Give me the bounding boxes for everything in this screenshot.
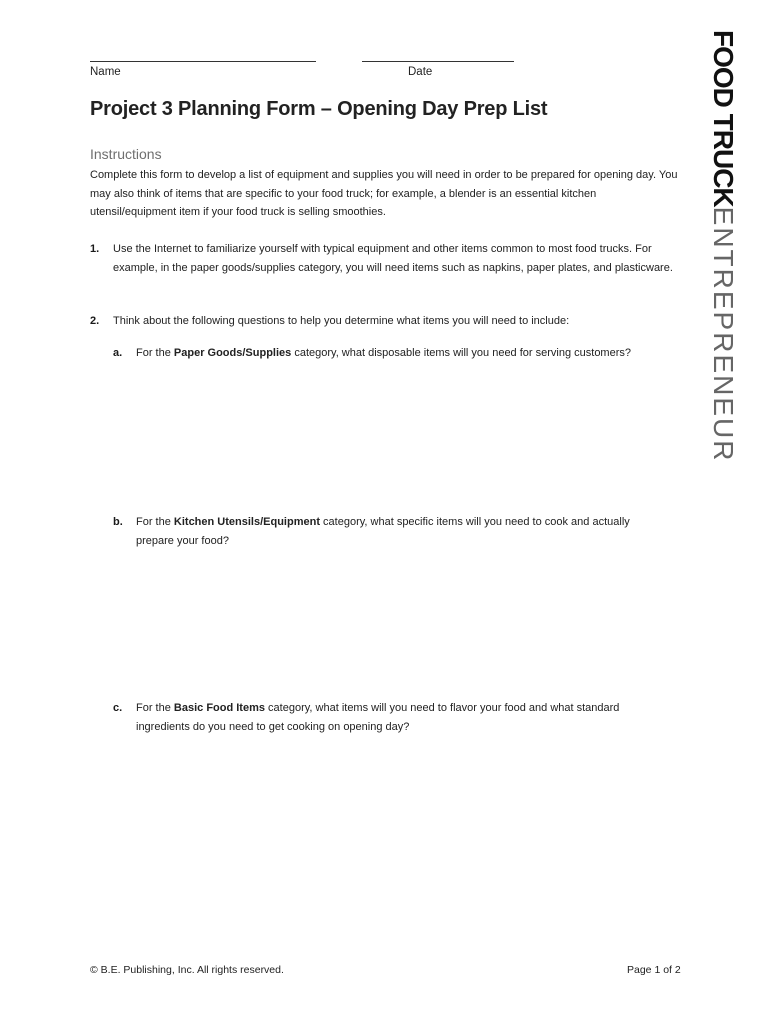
name-blank-line[interactable]	[90, 61, 316, 62]
question-letter: c.	[113, 702, 123, 714]
item-text: Think about the following questions to help you determine what items you will need to include:	[113, 315, 570, 327]
question-text-end: category, what disposable items will you need for serving customers?	[291, 347, 631, 359]
item-text: Use the Internet to familiarize yourself with typical equipment and other items common to most food trucks. For example, in the paper goods/supplies category, you will need items such as napkins, paper plates, and plasticware.	[113, 243, 673, 274]
question-text	[136, 344, 666, 363]
question-text	[136, 699, 666, 736]
copyright-notice: © B.E. Publishing, Inc. All rights reserved.	[90, 964, 284, 976]
name-label: Name	[90, 66, 121, 78]
item-number: 2.	[90, 315, 100, 327]
question-text-start: For the	[136, 347, 174, 359]
brand-logo	[705, 30, 745, 463]
question-letter: a.	[113, 347, 123, 359]
date-label: Date	[408, 66, 433, 78]
brand-logo-bold: FOOD TRUCK	[708, 30, 739, 207]
question-text	[136, 513, 666, 550]
brand-logo-light: ENTREPRENEUR	[708, 206, 739, 463]
date-blank-line[interactable]	[362, 61, 514, 62]
instructions-heading: Instructions	[90, 146, 162, 162]
question-text-start: For the	[136, 702, 174, 714]
page-number: Page 1 of 2	[627, 964, 681, 976]
question-letter: b.	[113, 516, 123, 528]
category-name: Kitchen Utensils/Equipment	[173, 516, 320, 528]
question-text-end: category, what specific items will you need to cook and actually prepare your food?	[136, 516, 630, 547]
answer-area-b[interactable]	[136, 560, 676, 690]
page-title: Project 3 Planning Form – Opening Day Prep List	[90, 98, 548, 120]
answer-area-c[interactable]	[136, 746, 676, 946]
answer-area-a[interactable]	[136, 370, 676, 505]
category-name: Paper Goods/Supplies	[173, 347, 292, 359]
question-text-end: category, what items will you need to flavor your food and what standard ingredients do you need to get cooking on opening day?	[136, 702, 620, 733]
instructions-text: Complete this form to develop a list of equipment and supplies you will need in order to be prepared for opening day. You may also think of items that are specific to your food truck; for example, a blender is an essential kitchen utensil/equipment item if your food truck is selling smoothies.	[90, 169, 678, 218]
category-name: Basic Food Items	[173, 702, 265, 714]
item-number: 1.	[90, 243, 100, 255]
question-text-start: For the	[136, 516, 174, 528]
